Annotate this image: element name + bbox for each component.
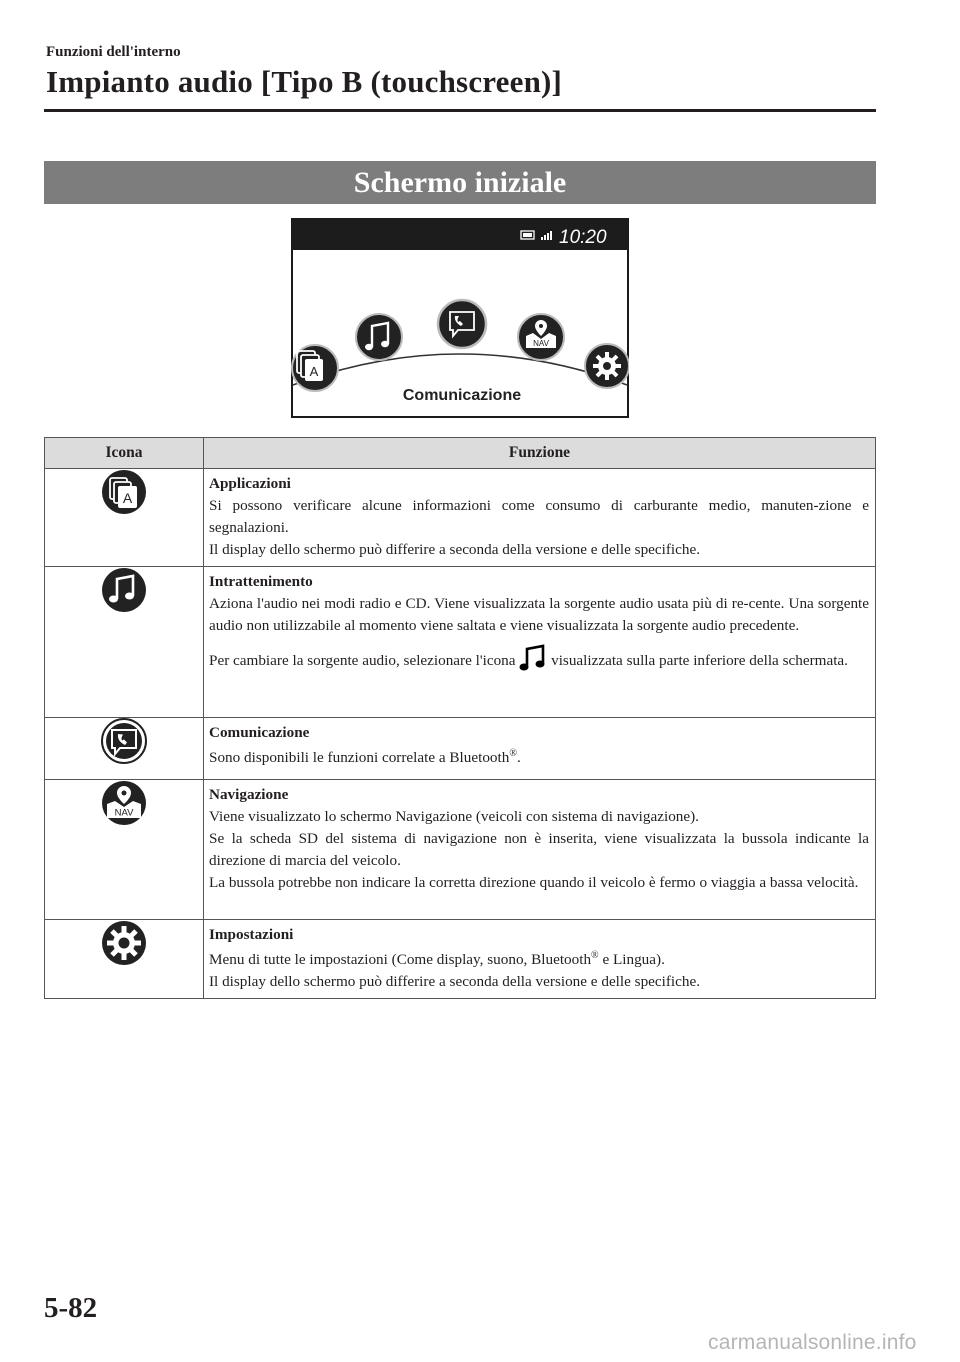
page-number: 5-82 xyxy=(44,1292,98,1324)
row-text: Menu di tutte le impostazioni (Come display, suono, Bluetooth® e Lingua). xyxy=(209,949,665,968)
gear-icon xyxy=(101,920,147,966)
row-text: Viene visualizzato lo schermo Navigazione (veicoli con sistema di navigazione). xyxy=(209,808,699,825)
table-row xyxy=(45,780,876,920)
svg-text:A: A xyxy=(122,490,133,506)
music-note-icon xyxy=(519,643,547,671)
table-row xyxy=(45,920,876,999)
table-header-row xyxy=(45,438,876,469)
apps-icon[interactable] xyxy=(292,345,338,391)
row-title: Intrattenimento xyxy=(209,573,313,590)
svg-text:NAV: NAV xyxy=(533,339,549,348)
svg-text:NAV: NAV xyxy=(114,807,134,819)
note-text: visualizzata sulla parte inferiore della schermata. xyxy=(551,652,848,669)
row-text: Il display dello schermo può differire a seconda della versione e delle specifiche. xyxy=(209,541,701,558)
music-note-icon[interactable] xyxy=(356,314,402,360)
screen-caption: Comunicazione xyxy=(402,387,522,404)
row-title: Applicazioni xyxy=(209,475,291,492)
watermark: carmanualsonline.info xyxy=(708,1331,917,1354)
row-text: Se la scheda SD del sistema di navigazione non è inserita, viene visualizzata la bussola indicante la direzione di marcia del veicolo. xyxy=(209,830,869,869)
row-text: Aziona l'audio nei modi radio e CD. Viene visualizzata la sorgente audio usata più di re-cente. Una sorgente audio non utilizzabile al momento viene saltata e viene visualizzata la sorgente audio precedente. xyxy=(209,595,869,634)
apps-icon xyxy=(101,469,147,515)
nav-icon[interactable] xyxy=(518,314,564,360)
row-text: Sono disponibili le funzioni correlate a Bluetooth®. xyxy=(209,747,521,766)
phone-message-icon[interactable] xyxy=(438,300,486,348)
section-banner: Schermo iniziale xyxy=(44,161,876,204)
row-title: Impostazioni xyxy=(209,926,294,943)
row-note xyxy=(209,643,869,672)
home-screen-illustration xyxy=(291,218,629,418)
chapter-title: Impianto audio [Tipo B (touchscreen)] xyxy=(46,64,563,99)
note-text: Per cambiare la sorgente audio, selezionare l'icona xyxy=(209,652,516,669)
function-table xyxy=(44,437,876,999)
nav-icon xyxy=(101,780,147,826)
music-note-icon xyxy=(101,567,147,613)
gear-icon[interactable] xyxy=(585,344,629,388)
clock-time: 10:20 xyxy=(559,227,607,248)
column-header-function: Funzione xyxy=(204,438,876,469)
table-row xyxy=(45,567,876,718)
table-row xyxy=(45,718,876,780)
phone-message-icon xyxy=(101,718,147,764)
table-row xyxy=(45,469,876,567)
row-text: Si possono verificare alcune informazioni come consumo di carburante medio, manuten-zione e segnalazioni. xyxy=(209,497,869,536)
row-title: Comunicazione xyxy=(209,724,310,741)
column-header-icon: Icona xyxy=(45,438,204,469)
section-label: Funzioni dell'interno xyxy=(46,44,181,60)
svg-text:A: A xyxy=(309,364,319,379)
row-text: Il display dello schermo può differire a seconda della versione e delle specifiche. xyxy=(209,973,701,990)
row-title: Navigazione xyxy=(209,786,289,803)
row-text: La bussola potrebbe non indicare la corretta direzione quando il veicolo è fermo o viaggia a bassa velocità. xyxy=(209,874,859,891)
title-rule xyxy=(44,109,876,112)
